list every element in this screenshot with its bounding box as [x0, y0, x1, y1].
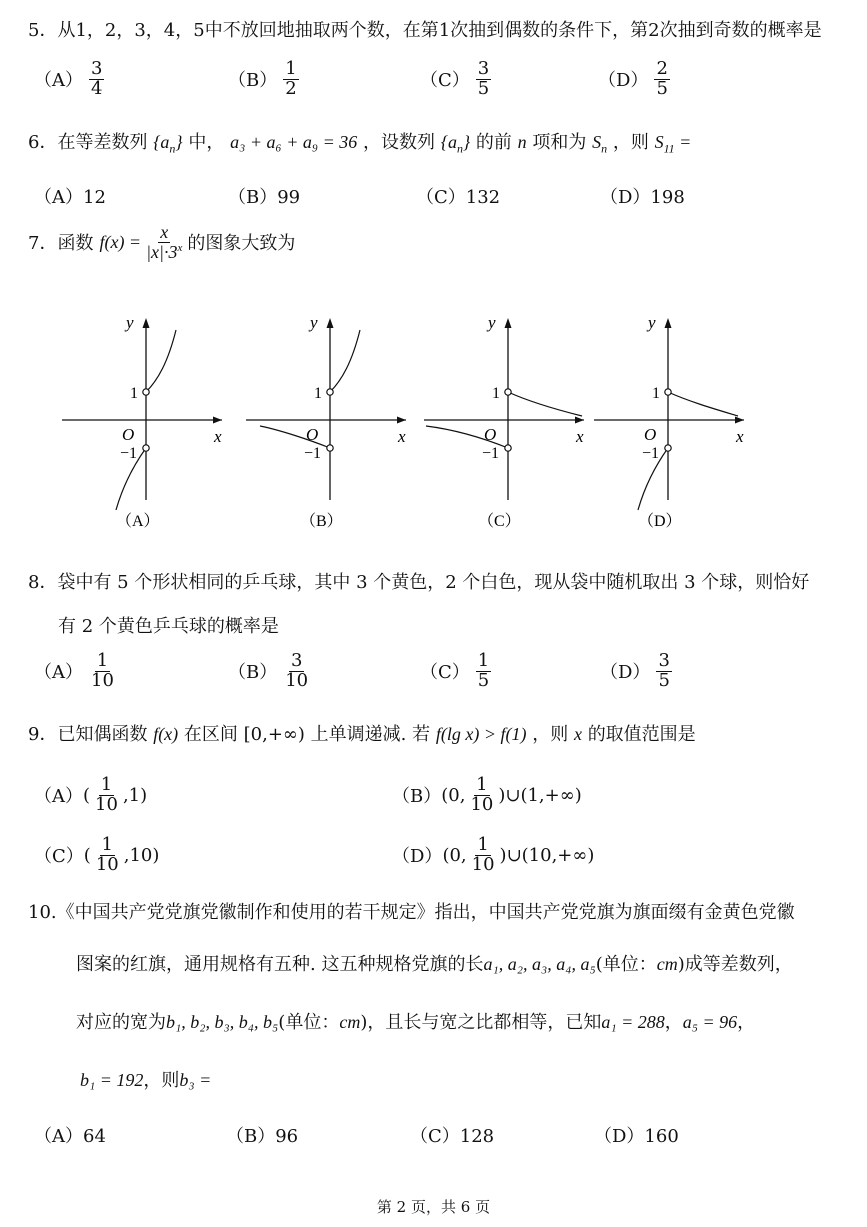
q5-opt-den: 4	[91, 77, 103, 99]
q9-d-pre: (0,	[442, 844, 467, 866]
q8-opt-frac	[476, 652, 491, 691]
q5-opt-den: 5	[656, 77, 668, 99]
q9-a-label: （A）	[34, 786, 83, 808]
q9-prefix: 9．已知偶函数	[28, 724, 148, 745]
q10-line3c: (单位：	[278, 1012, 340, 1033]
y-arrow	[143, 318, 150, 328]
q5-opt-den: 5	[477, 77, 490, 99]
q6-option-a[interactable]: （A）12	[34, 187, 106, 208]
q9-mid3: ，则	[532, 724, 569, 745]
y-arrow	[665, 318, 672, 328]
q8-opt-frac	[283, 652, 310, 691]
origin-label: O	[306, 425, 319, 444]
origin-label: O	[122, 425, 135, 444]
open-point	[143, 389, 149, 395]
q10-line2a: 图案的红旗，通用规格有五种. 这五种规格党旗的长	[76, 954, 484, 975]
q6-mid3: 的前	[475, 132, 512, 153]
q8-opt-frac	[89, 652, 116, 691]
q9-c-num: 1	[101, 834, 113, 855]
q10-option-c[interactable]: （C）128	[410, 1126, 495, 1147]
q10-line4b: ，则	[143, 1070, 180, 1091]
open-point	[505, 445, 511, 451]
q6-option-b[interactable]: （B）99	[228, 187, 301, 208]
q8-opt-den: 10	[285, 669, 309, 691]
q10-line3h: a₅ = 96	[682, 1012, 738, 1032]
q10-line3	[76, 1008, 755, 1034]
curve-right	[508, 392, 582, 416]
q9-c-pre: (	[83, 844, 91, 866]
q6-prefix: 6．在等差数列	[28, 132, 148, 153]
q7-fx: f(x) =	[99, 231, 142, 252]
q8-opt-num: 1	[477, 650, 490, 671]
q10-line2e: )成等差数列，	[677, 954, 793, 975]
q6-mid2: ，设数列	[363, 132, 436, 153]
x-arrow	[397, 417, 406, 424]
q5-opt-frac	[476, 60, 491, 99]
q5-option-b[interactable]	[228, 60, 302, 99]
q5-option-c[interactable]	[420, 60, 494, 99]
graph-c	[424, 313, 584, 530]
q9-option-b[interactable]	[392, 776, 582, 815]
q5-opt-label: （B）	[228, 70, 278, 92]
q10-line3i: ，	[737, 1012, 756, 1033]
q10-line3b: b₁, b₂, b₃, b₄, b₅	[166, 1012, 279, 1032]
q5-opt-den: 2	[285, 77, 297, 99]
q6-seq2-sub: n	[456, 141, 463, 156]
q10-line3d: cm	[339, 1012, 361, 1032]
q8-line1: 8．袋中有 5 个形状相同的乒乓球，其中 3 个黄色，2 个白色，现从袋中随机取出 3 个球，则恰好	[28, 572, 810, 593]
q9-inequality: f(lg x) > f(1)	[435, 724, 527, 744]
q10-option-a[interactable]: （A）64	[34, 1126, 106, 1147]
x-label: x	[214, 427, 222, 446]
q6-seq2: {a	[440, 132, 457, 152]
y-label: y	[648, 313, 656, 332]
q8-option-a[interactable]	[34, 652, 119, 691]
q5-stem: 5．从1，2，3，4，5中不放回地抽取两个数，在第1次抽到偶数的条件下，第2次抽到奇数的概率是	[28, 20, 822, 41]
q7-den: |x|·3	[146, 241, 178, 262]
q9-d-num: 1	[477, 834, 489, 855]
q6-seq2-close: }	[462, 132, 471, 152]
graph-label: （A）	[116, 513, 160, 530]
q8-option-b[interactable]	[228, 652, 313, 691]
q5-opt-num: 3	[477, 58, 490, 79]
q8-opt-label: （A）	[34, 662, 83, 684]
one-label: 1	[314, 385, 322, 402]
x-arrow	[735, 417, 744, 424]
q6-option-c[interactable]: （C）132	[416, 187, 501, 208]
q9-c-post: ,10)	[123, 844, 160, 866]
x-label: x	[398, 427, 406, 446]
q6-S11-sub: 11	[663, 141, 675, 156]
q9-option-c[interactable]	[34, 836, 159, 875]
q10-line4	[80, 1066, 211, 1092]
q5-opt-frac	[283, 60, 298, 99]
q9-b-post: )∪(1,+∞)	[498, 784, 582, 806]
q9-b-pre: (0,	[441, 784, 466, 806]
q8-opt-label: （B）	[228, 662, 278, 684]
curve-right	[330, 330, 360, 392]
y-label: y	[126, 313, 134, 332]
q8-opt-num: 3	[658, 650, 670, 671]
q8-opt-num: 1	[96, 650, 109, 671]
q9-d-den: 10	[471, 853, 495, 875]
q10-line3e: )，且长与宽之比都相等，已知	[360, 1012, 602, 1033]
q8-option-d[interactable]	[600, 652, 675, 691]
q9-a-pre: (	[83, 784, 91, 806]
q9-a-num: 1	[100, 774, 113, 795]
q9-stem	[28, 720, 696, 746]
q6-eq-sign: =	[674, 132, 692, 152]
q8-opt-num: 3	[290, 650, 303, 671]
neg-one-label: −1	[642, 445, 660, 462]
q5-opt-label: （D）	[598, 70, 649, 92]
q9-x: x	[573, 724, 582, 744]
curve-right	[668, 392, 738, 416]
q9-a-post: ,1)	[122, 784, 148, 806]
q6-mid5: ，则	[612, 132, 649, 153]
q10-line4c: b₃ =	[179, 1070, 212, 1090]
graph-d	[594, 313, 744, 530]
q8-line2: 有 2 个黄色乒乓球的概率是	[58, 616, 279, 637]
q8-opt-den: 10	[91, 669, 114, 691]
q9-suffix: 的取值范围是	[587, 724, 696, 745]
q7-den-sup: x	[177, 241, 183, 254]
q9-d-label: （D）	[392, 846, 443, 868]
q9-c-label: （C）	[34, 846, 84, 868]
q10-line2c: (单位：	[595, 954, 657, 975]
q8-opt-den: 5	[477, 669, 490, 691]
neg-one-label: −1	[482, 445, 500, 462]
q8-opt-label: （D）	[600, 662, 651, 684]
x-arrow	[213, 417, 222, 424]
q9-d-post: )∪(10,+∞)	[499, 844, 595, 866]
q10-option-d[interactable]: （D）160	[594, 1126, 679, 1147]
graph-a	[62, 313, 222, 530]
q9-b-num: 1	[476, 774, 488, 795]
q5-opt-label: （A）	[34, 70, 83, 92]
q10-line1: 10.《中国共产党党旗党徽制作和使用的若干规定》指出，中国共产党党旗为旗面缀有金黄色党徽	[28, 902, 795, 923]
q7-suffix: 的图象大致为	[187, 233, 296, 255]
open-point	[505, 389, 511, 395]
y-label: y	[310, 313, 318, 332]
q10-line3a: 对应的宽为	[76, 1012, 166, 1033]
q9-b-label: （B）	[392, 786, 442, 808]
q7-fraction	[144, 223, 184, 262]
q9-a-den: 10	[95, 793, 118, 815]
y-label: y	[488, 313, 496, 332]
q6-seq-sub: n	[169, 141, 176, 156]
q9-option-d[interactable]	[392, 836, 594, 875]
q9-mid2: 上单调递减. 若	[310, 724, 431, 745]
x-label: x	[576, 427, 584, 446]
q10-line3f: a₁ = 288	[601, 1012, 665, 1032]
q9-mid: 在区间	[183, 724, 238, 745]
graph-label: （D）	[638, 513, 682, 530]
q6-mid4: 项和为	[532, 132, 587, 153]
q5-option-d[interactable]	[598, 60, 673, 99]
q9-c-den: 10	[95, 853, 119, 875]
x-arrow	[575, 417, 584, 424]
q6-seq-close: }	[175, 132, 183, 152]
q7-graphs	[0, 300, 867, 540]
open-point	[327, 445, 333, 451]
q9-fx: f(x)	[153, 724, 179, 744]
q10-line2b: a₁, a₂, a₃, a₄, a₅	[483, 954, 596, 974]
q6-option-d[interactable]: （D）198	[600, 187, 685, 208]
q10-line2	[76, 950, 793, 976]
q8-opt-den: 5	[658, 669, 670, 691]
open-point	[665, 389, 671, 395]
q5-opt-num: 2	[656, 58, 668, 79]
one-label: 1	[652, 385, 660, 402]
q10-line3g: ，	[664, 1012, 683, 1033]
graph-b	[246, 313, 406, 530]
one-label: 1	[130, 385, 138, 402]
neg-one-label: −1	[120, 445, 138, 462]
q6-mid: 中，	[188, 132, 225, 153]
q8-opt-label: （C）	[420, 662, 470, 684]
y-arrow	[327, 318, 334, 328]
x-label: x	[736, 427, 744, 446]
q7-num: x	[160, 222, 169, 242]
q6-n: n	[517, 132, 527, 152]
neg-one-label: −1	[304, 445, 322, 462]
q6-equation: a₃ + a₆ + a₉ = 36	[230, 132, 358, 152]
q8-opt-frac	[656, 652, 671, 691]
open-point	[143, 445, 149, 451]
q5-opt-num: 1	[285, 58, 297, 79]
open-point	[327, 389, 333, 395]
q10-line4a: b₁ = 192	[80, 1070, 144, 1090]
q6-stem	[28, 128, 691, 157]
q5-opt-frac	[654, 60, 669, 99]
q5-option-a[interactable]	[34, 60, 107, 99]
q5-opt-frac	[89, 60, 104, 99]
open-point	[665, 445, 671, 451]
q9-option-a[interactable]	[34, 776, 147, 815]
graph-label: （B）	[300, 513, 343, 530]
page-footer: 第 2 页，共 6 页	[376, 1198, 491, 1216]
y-arrow	[505, 318, 512, 328]
one-label: 1	[492, 385, 500, 402]
graph-label: （C）	[478, 513, 521, 530]
q9-interval: [0,+∞)	[243, 724, 305, 745]
q9-b-den: 10	[470, 793, 494, 815]
q10-line2d: cm	[656, 954, 678, 974]
curve-right	[146, 330, 176, 392]
q5-opt-label: （C）	[420, 70, 470, 92]
q8-option-c[interactable]	[420, 652, 494, 691]
q5-opt-num: 3	[91, 58, 103, 79]
q7-stem	[28, 223, 295, 262]
q6-S: S	[592, 132, 602, 152]
q6-S-sub: n	[601, 141, 608, 156]
q10-option-b[interactable]: （B）96	[226, 1126, 299, 1147]
q6-seq: {a	[153, 132, 170, 152]
q7-prefix: 7．函数	[28, 233, 94, 255]
origin-label: O	[644, 425, 657, 444]
origin-label: O	[484, 425, 497, 444]
q6-S11: S	[654, 132, 664, 152]
